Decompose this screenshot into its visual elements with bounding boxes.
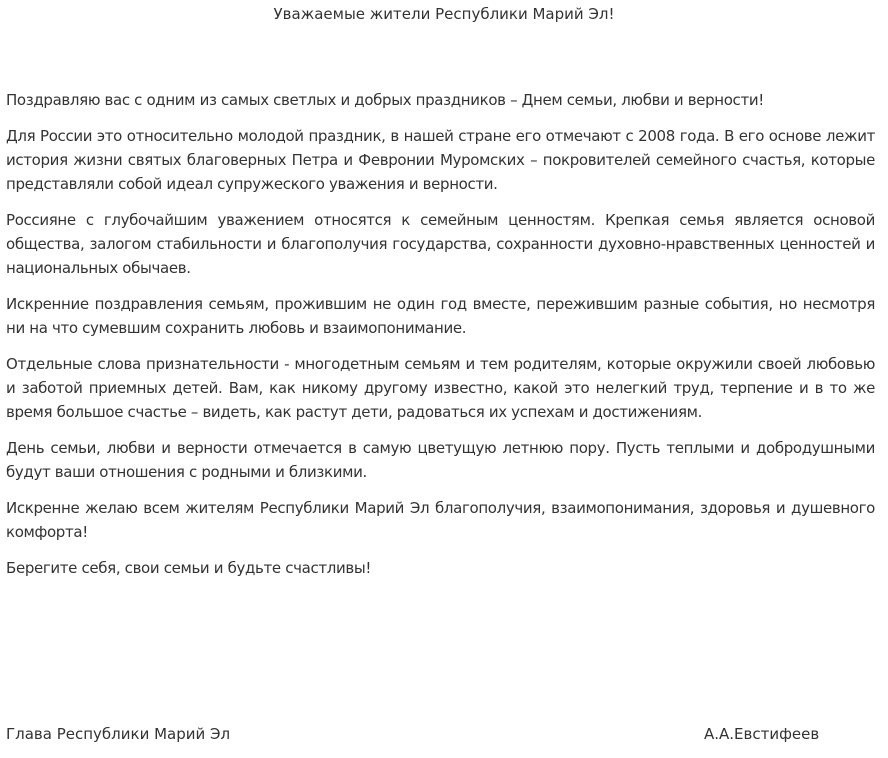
paragraph-family-values: Россияне с глубочайшим уважением относятся к семейным ценностям. Крепкая семья является основой общества, залогом стабильности и благополучия государства, сохранности духовно-нравственных ценностей и национальных обычаев.: [6, 211, 875, 277]
paragraph-congratulation: Поздравляю вас с одним из самых светлых и добрых праздников – Днем семьи, любви и верности!: [6, 91, 764, 109]
signature-block: [6, 724, 875, 744]
paragraph-large-families: Отдельные слова признательности - многодетным семьям и тем родителям, которые окружили своей любовью и заботой приемных детей. Вам, как никому другому известно, какой это нелегкий труд, терпение и в то же время большое счастье – видеть, как растут дети, радоваться их успехам и достижениям.: [6, 355, 875, 421]
signature-name: А.А.Евстифеев: [704, 725, 820, 743]
paragraph-summer-holiday: День семьи, любви и верности отмечается в самую цветущую летнюю пору. Пусть теплыми и добродушными будут ваши отношения с родными и близкими.: [6, 439, 875, 481]
paragraph-wishes: Искренне желаю всем жителям Республики Марий Эл благополучия, взаимопонимания, здоровья и душевного комфорта!: [6, 499, 875, 541]
paragraph-closing: Берегите себя, свои семьи и будьте счастливы!: [6, 559, 372, 577]
paragraph-history: Для России это относительно молодой праздник, в нашей стране его отмечают с 2008 года. В его основе лежит история жизни святых благоверных Петра и Февронии Муромских – покровителей семейного счастья, которые представляли собой идеал супружеского уважения и верности.: [6, 127, 875, 193]
letter-body: [6, 88, 875, 592]
signature-role: Глава Республики Марий Эл: [6, 725, 231, 743]
letter-greeting: Уважаемые жители Республики Марий Эл!: [273, 5, 615, 23]
paragraph-long-marriages: Искренние поздравления семьям, прожившим не один год вместе, пережившим разные события, но несмотря ни на что сумевшим сохранить любовь и взаимопонимание.: [6, 295, 875, 337]
